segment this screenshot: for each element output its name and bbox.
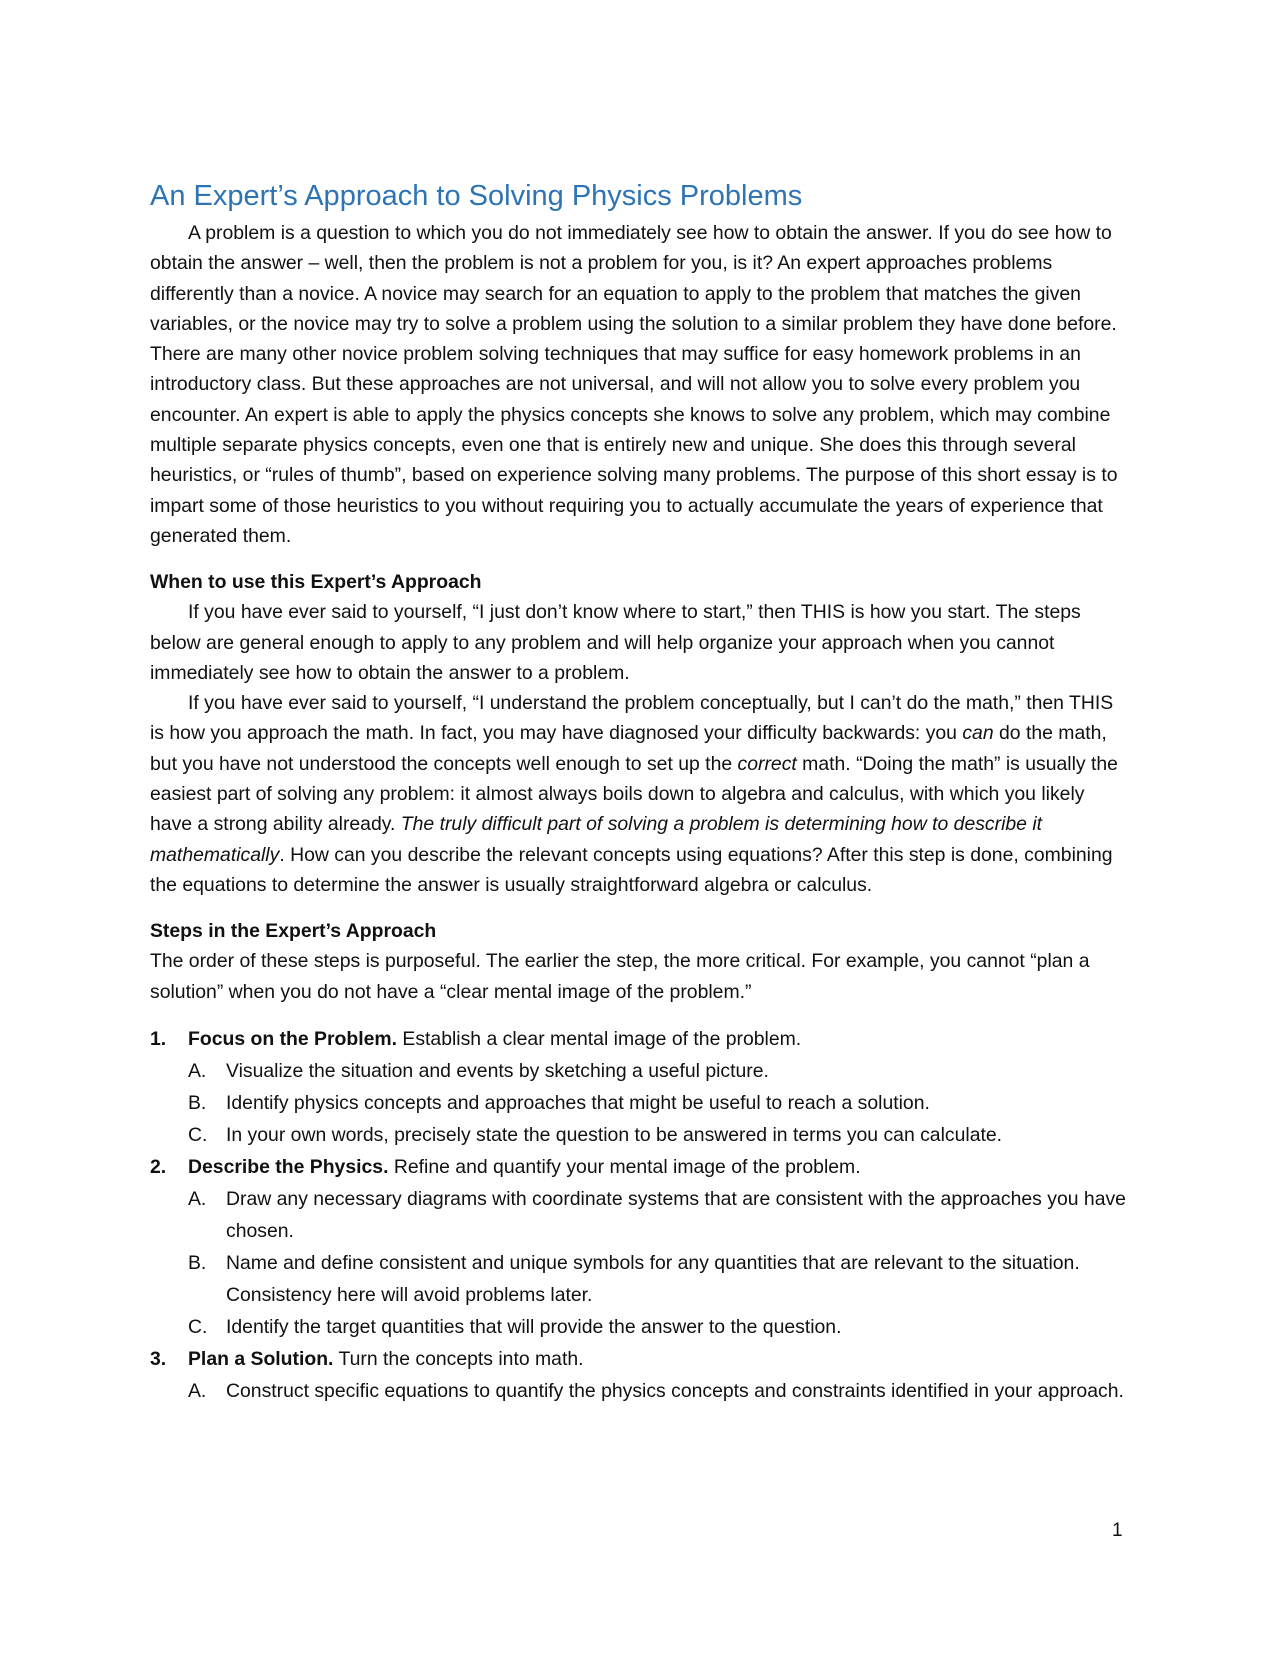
substep-letter: C. [188,1315,208,1338]
substep-text: In your own words, precisely state the question to be answered in terms you can calculate. [226,1123,1003,1146]
substep-item [150,1375,1126,1407]
when-p2-text-2: do the math, but you have not understood the concepts well enough to set up the [150,722,1107,775]
when-paragraph-1: If you have ever said to yourself, “I just don’t know where to start,” then THIS is how you start. The steps below are general enough to apply to any problem and will help organize your approach when you cannot immediately see how to obtain the answer to a problem. [150,601,1081,684]
step-title: Plan a Solution. [188,1347,334,1370]
substep-item [150,1311,1126,1343]
step-number: 1. [150,1027,167,1050]
section-heading-steps: Steps in the Expert’s Approach [150,920,437,943]
substep-text: Construct specific equations to quantify the physics concepts and constraints identified in your approach. [226,1379,1124,1402]
when-paragraph-2 [150,688,1126,900]
substep-item [150,1119,1126,1151]
section-heading-when: When to use this Expert’s Approach [150,571,482,594]
emphasis-difficult-part: The truly difficult part of solving a problem is determining how to describe it mathematically [150,813,1043,866]
emphasis-correct: correct [737,752,797,775]
substep-item [150,1055,1126,1087]
document-page [150,178,1126,1407]
step-title: Focus on the Problem. [188,1027,398,1050]
substep-letter: A. [188,1059,207,1082]
when-p2-text-1: If you have ever said to yourself, “I understand the problem conceptually, but I can’t do the math,” then THIS is how you approach the math. In fact, you may have diagnosed your difficulty backwards: you [150,692,1114,745]
document-title: An Expert’s Approach to Solving Physics Problems [150,180,803,212]
substep-text: Draw any necessary diagrams with coordinate systems that are consistent with the approaches you have chosen. [226,1187,1126,1242]
page-number: 1 [1112,1520,1123,1541]
step-number: 2. [150,1155,167,1178]
step-title: Describe the Physics. [188,1155,389,1178]
steps-list [150,1023,1126,1407]
substep-letter: B. [188,1091,207,1114]
substep-letter: C. [188,1123,208,1146]
substep-letter: A. [188,1379,207,1402]
substep-item [150,1247,1126,1311]
intro-paragraph: A problem is a question to which you do not immediately see how to obtain the answer. If you do see how to obtain the answer – well, then the problem is not a problem for you, is it? An expert approaches problems differently than a novice. A novice may search for an equation to apply to the problem that matches the given variables, or the novice may try to solve a problem using the solution to a similar problem they have done before. There are many other novice problem solving techniques that may suffice for easy homework problems in an introductory class. But these approaches are not universal, and will not allow you to solve every problem you encounter. An expert is able to apply the physics concepts she knows to solve any problem, which may combine multiple separate physics concepts, even one that is entirely new and unique. She does this through several heuristics, or “rules of thumb”, based on experience solving many problems. The purpose of this short essay is to impart some of those heuristics to you without requiring you to actually accumulate the years of experience that generated them. [150,222,1118,547]
step-text: Turn the concepts into math. [333,1347,584,1370]
when-p2-text-3: math. “Doing the math” is usually the easiest part of solving any problem: it almost always boils down to algebra and calculus, with which you likely have a strong ability already. [150,752,1118,836]
substep-item [150,1087,1126,1119]
when-p2-text-4: . How can you describe the relevant concepts using equations? After this step is done, combining the equations to determine the answer is usually straightforward algebra or calculus. [150,843,1113,896]
step-text: Refine and quantify your mental image of the problem. [388,1155,861,1178]
step-text: Establish a clear mental image of the problem. [397,1027,802,1050]
substep-text: Visualize the situation and events by sketching a useful picture. [226,1059,769,1082]
emphasis-can: can [962,722,994,745]
substep-letter: A. [188,1187,207,1210]
substep-letter: B. [188,1251,207,1274]
substep-item [150,1183,1126,1247]
step-number: 3. [150,1347,167,1370]
substep-text: Identify physics concepts and approaches that might be useful to reach a solution. [226,1091,930,1114]
step-item [150,1023,1126,1055]
substep-text: Name and define consistent and unique symbols for any quantities that are relevant to the situation. Consistency here will avoid problems later. [226,1251,1080,1306]
substep-text: Identify the target quantities that will provide the answer to the question. [226,1315,842,1338]
step-item [150,1151,1126,1183]
step-item [150,1343,1126,1375]
steps-intro-paragraph: The order of these steps is purposeful. The earlier the step, the more critical. For example, you cannot “plan a solution” when you do not have a “clear mental image of the problem.” [150,950,1090,1003]
